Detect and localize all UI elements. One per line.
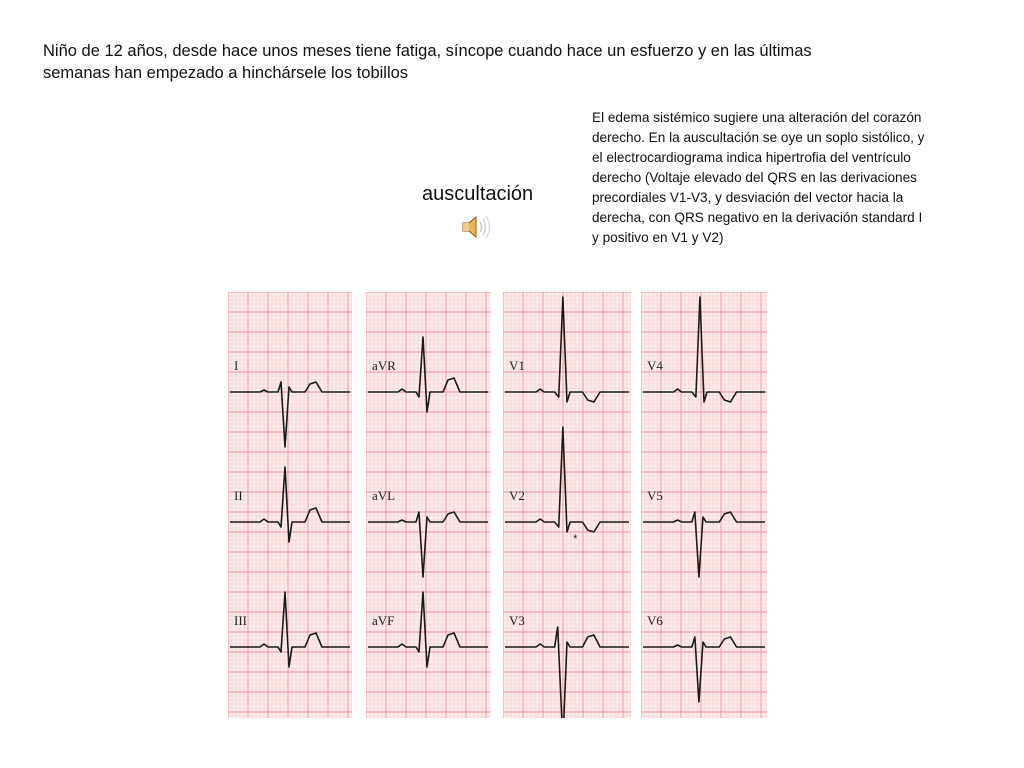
explanation-line: el electrocardiograma indica hipertrofia del ventrículo [592,150,911,165]
ecg-panel-precordial-1 [503,292,631,718]
ecg-panel-limb-1 [228,292,352,718]
explanation-line: precordiales V1-V3, y desviación del vector hacia la [592,190,904,205]
lead-label: V6 [647,613,663,628]
case-line-2: semanas han empezado a hinchársele los tobillos [43,64,409,82]
explanation-line: y positivo en V1 y V2) [592,230,724,245]
lead-label: V3 [509,613,525,628]
ecg-panel-limb-2 [366,292,490,718]
lead-label: I [234,358,239,373]
explanation-line: derecho (Voltaje elevado del QRS en las derivaciones [592,170,917,185]
auscultation-label: auscultación [422,183,534,205]
explanation-line: derecha, con QRS negativo en la derivación standard I [592,210,923,225]
lead-label: aVR [372,358,396,373]
case-description [43,40,943,84]
explanation-line: El edema sistémico sugiere una alteración del corazón [592,110,922,125]
lead-label: aVF [372,613,395,628]
ecg-panel-precordial-2 [641,292,767,718]
lead-label: V5 [647,488,663,503]
explanation-line: derecho. En la auscultación se oye un soplo sistólico, y [592,130,925,145]
lead-label: V2 [509,488,525,503]
lead-label: V1 [509,358,525,373]
lead-label: III [234,613,247,628]
lead-label: aVL [372,488,396,503]
explanation-text [592,108,982,248]
speaker-icon[interactable] [460,212,496,242]
case-line-1: Niño de 12 años, desde hace unos meses tiene fatiga, síncope cuando hace un esfuerzo y en las últimas [43,42,812,60]
v2-marker: * [573,533,578,545]
lead-label: II [234,488,243,503]
lead-label: V4 [647,358,663,373]
